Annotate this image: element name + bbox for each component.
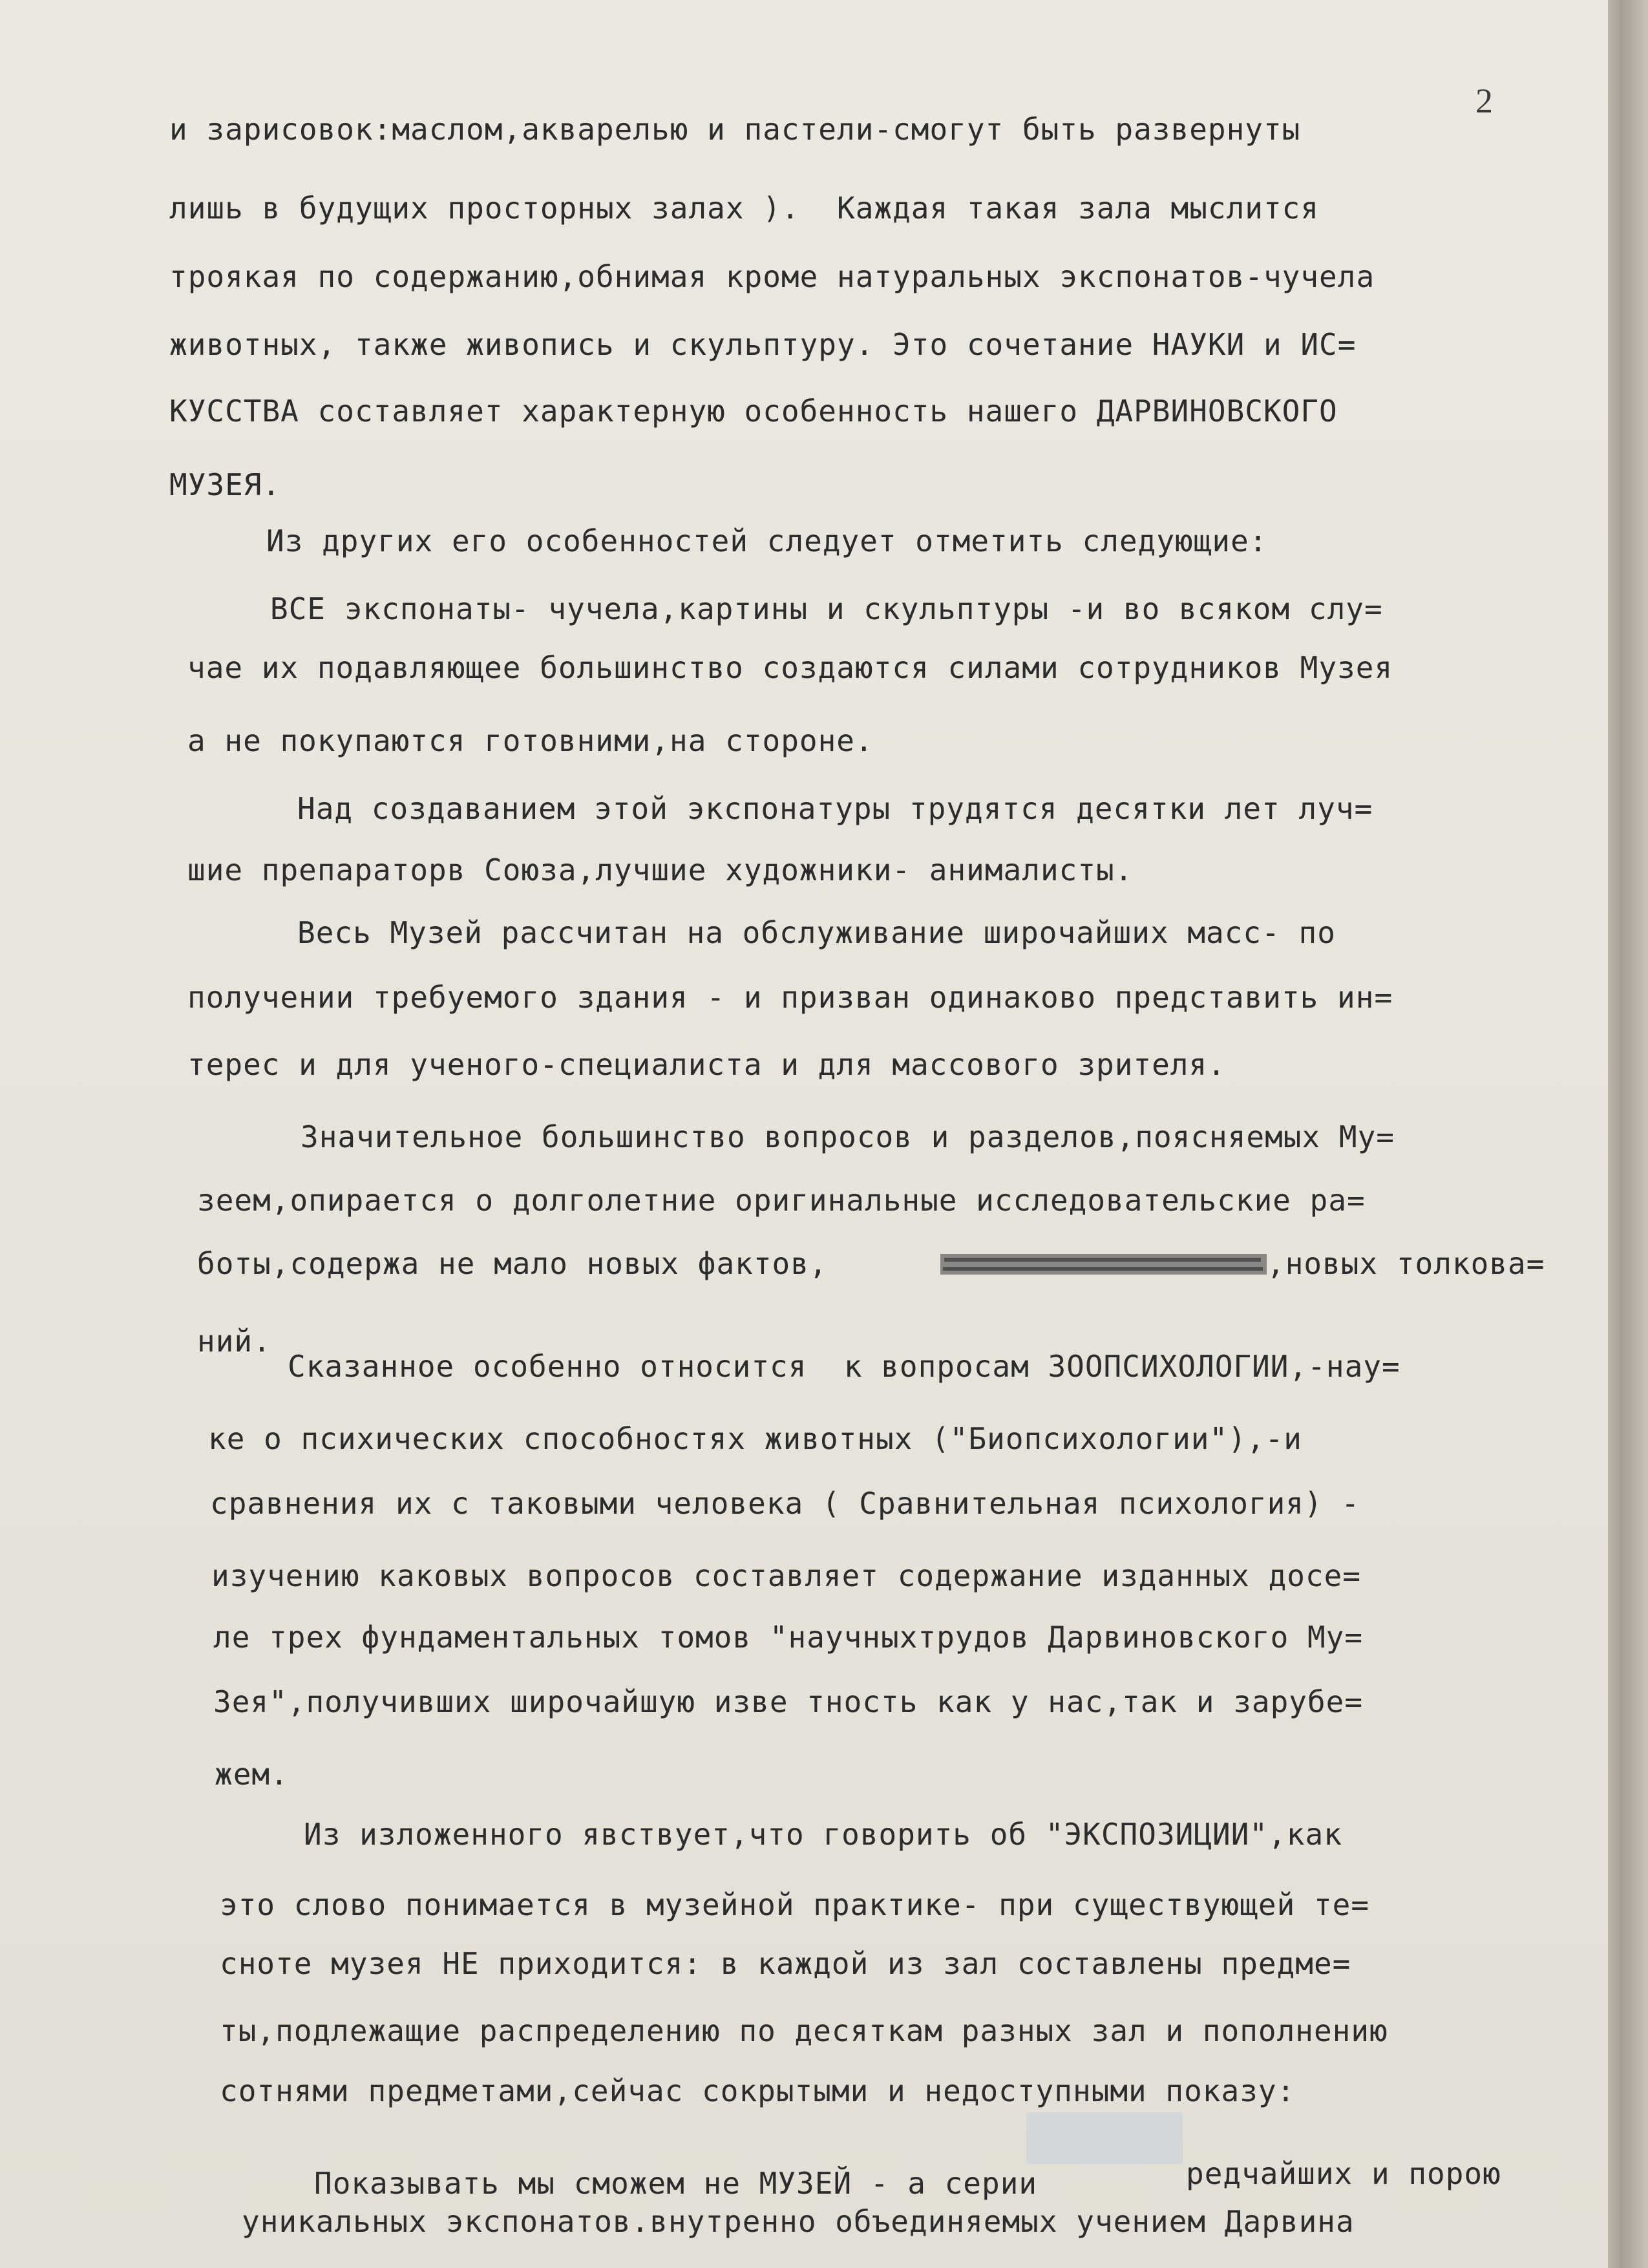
text-line: ты,подлежащие распределению по десяткам разных зал и пополнению bbox=[220, 2013, 1388, 2048]
text-line: шие препараторв Союза,лучшие художники- анималисты. bbox=[187, 853, 1134, 887]
text-line: Весь Музей рассчитан на обслуживание широчайших масс- по bbox=[297, 915, 1336, 950]
text-line: ,новых толкова= bbox=[1267, 1246, 1545, 1281]
text-line: Над создаванием этой экспонатуры трудятся десятки лет луч= bbox=[297, 791, 1373, 826]
struck-out-text bbox=[940, 1251, 1267, 1277]
text-line: Из изложенного явствует,что говорить об "ЭКСПОЗИЦИИ",как bbox=[304, 1817, 1342, 1852]
page-number: 2 bbox=[1475, 81, 1493, 120]
text-line: сотнями предметами,сейчас сокрытыми и недоступными показу: bbox=[220, 2073, 1296, 2108]
text-line: Сказанное особенно относится к вопросам ЗООПСИХОЛОГИИ,-нау= bbox=[288, 1349, 1400, 1384]
text-line: Зея",получивших широчайшую изве тность как у нас,так и зарубе= bbox=[213, 1684, 1364, 1719]
text-line: чае их подавляющее большинство создаются силами сотрудников Музея bbox=[187, 650, 1393, 685]
text-line: боты,содержа не мало новых фактов, bbox=[197, 1246, 828, 1281]
text-line: получении требуемого здания - и призван одинаково представить ин= bbox=[187, 980, 1393, 1015]
faded-stamp bbox=[1026, 2112, 1183, 2164]
text-line: это слово понимается в музейной практике- при существующей те= bbox=[220, 1887, 1370, 1922]
text-line: Из других его особенностей следует отметить следующие: bbox=[266, 524, 1268, 558]
text-line: а не покупаются готовними,на стороне. bbox=[187, 723, 874, 758]
text-line: ний. bbox=[197, 1324, 271, 1359]
text-line: жем. bbox=[215, 1757, 289, 1792]
text-line: редчайших и порою bbox=[1186, 2156, 1501, 2191]
text-line: Показывать мы сможем не МУЗЕЙ - а серии bbox=[314, 2166, 1038, 2201]
text-line: ке о психических способностях животных ("Биопсихологии"),-и bbox=[208, 1421, 1302, 1456]
text-line: КУССТВА составляет характерную особенность нашего ДАРВИНОВСКОГО bbox=[169, 394, 1338, 429]
text-line: зеем,опирается о долголетние оригинальные исследовательские ра= bbox=[197, 1183, 1366, 1218]
text-line: уникальных экспонатов.внутренно объединяемых учением Дарвина bbox=[242, 2204, 1355, 2239]
page-edge bbox=[1608, 0, 1648, 2268]
text-line: терес и для ученого-специалиста и для массового зрителя. bbox=[187, 1047, 1226, 1082]
text-line: троякая по содержанию,обнимая кроме натуральных экспонатов-чучела bbox=[169, 259, 1375, 294]
text-line: МУЗЕЯ. bbox=[169, 467, 281, 502]
text-line: изучению каковых вопросов составляет содержание изданных досе= bbox=[211, 1558, 1362, 1593]
text-line: сравнения их с таковыми человека ( Сравнительная психология) - bbox=[210, 1486, 1360, 1521]
text-line: сноте музея НЕ приходится: в каждой из зал составлены предме= bbox=[220, 1946, 1351, 1981]
text-line: и зарисовок:маслом,акварелью и пастели-смогут быть развернуты bbox=[169, 112, 1301, 147]
text-line: ВСЕ экспонаты- чучела,картины и скульптуры -и во всяком слу= bbox=[270, 591, 1383, 626]
text-line: лишь в будущих просторных залах ). Каждая такая зала мыслится bbox=[169, 191, 1320, 226]
text-line: ле трех фундаментальных томов "научныхтрудов Дарвиновского Му= bbox=[213, 1620, 1364, 1655]
text-line: животных, также живопись и скульптуру. Это сочетание НАУКИ и ИС= bbox=[169, 327, 1357, 362]
text-line: Значительное большинство вопросов и разделов,поясняемых Му= bbox=[301, 1119, 1395, 1154]
